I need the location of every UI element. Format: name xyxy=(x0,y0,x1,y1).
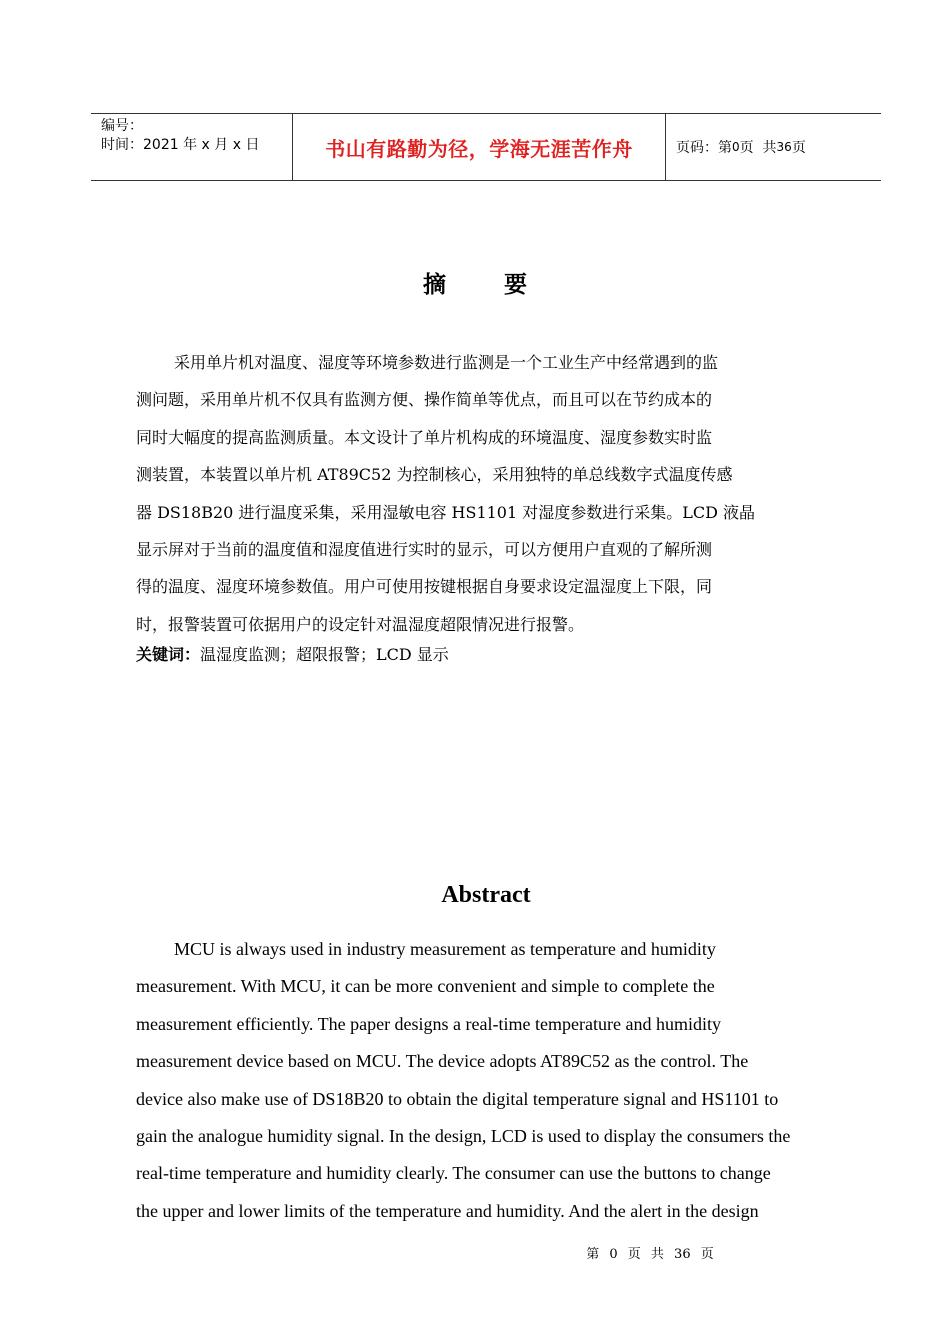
header-meta-cell xyxy=(91,114,293,180)
abstract-zh-line: 测问题，采用单片机不仅具有监测方便、操作简单等优点，而且可以在节约成本的 xyxy=(136,390,713,410)
abstract-en-line: MCU is always used in industry measurement as temperature and humidity xyxy=(174,939,716,959)
keywords-text: 温湿度监测；超限报警；LCD 显示 xyxy=(200,645,449,664)
abstract-zh-title-right: 要 xyxy=(504,272,527,298)
abstract-zh-body xyxy=(136,344,828,643)
abstract-en-line: measurement efficiently. The paper designs a real-time temperature and humidity xyxy=(136,1013,721,1034)
abstract-en-line: gain the analogue humidity signal. In the design, LCD is used to display the consumers the xyxy=(136,1125,791,1146)
page-mid: 页 共 xyxy=(739,140,777,156)
abstract-zh-line: 时，报警装置可依据用户的设定针对温湿度超限情况进行报警。 xyxy=(136,614,585,634)
abstract-zh-title-left: 摘 xyxy=(423,272,446,298)
header-motto-cell xyxy=(293,114,666,180)
keywords-row xyxy=(136,640,449,670)
keywords-label: 关键词： xyxy=(136,645,201,664)
abstract-zh-title xyxy=(0,266,950,299)
abstract-en-line: device also make use of DS18B20 to obtain the digital temperature signal and HS1101 to xyxy=(136,1088,779,1109)
page-total: 36 xyxy=(776,140,792,154)
page-prefix: 页码：第 xyxy=(676,140,732,156)
motto-text: 书山有路勤为径，学海无涯苦作舟 xyxy=(325,136,633,161)
abstract-en-line: the upper and lower limits of the temperature and humidity. And the alert in the design xyxy=(136,1200,759,1221)
document-time: 时间：2021 年 x 月 x 日 xyxy=(101,137,260,153)
header-table xyxy=(91,113,881,181)
abstract-en-title: Abstract xyxy=(441,882,531,908)
abstract-zh-line: 同时大幅度的提高监测质量。本文设计了单片机构成的环境温度、湿度参数实时监 xyxy=(136,427,713,447)
abstract-zh-line: 得的温度、湿度环境参数值。用户可使用按键根据自身要求设定温湿度上下限，同 xyxy=(136,577,713,597)
abstract-zh-line: 显示屏对于当前的温度值和湿度值进行实时的显示，可以方便用户直观的了解所测 xyxy=(136,539,713,559)
abstract-en-line: measurement device based on MCU. The device adopts AT89C52 as the control. The xyxy=(136,1051,749,1072)
abstract-zh-line: 采用单片机对温度、湿度等环境参数进行监测是一个工业生产中经常遇到的监 xyxy=(174,353,719,372)
abstract-en-line: real-time temperature and humidity clearly. The consumer can use the buttons to change xyxy=(136,1163,771,1184)
page-suffix: 页 xyxy=(791,140,806,156)
document-number-label: 编号： xyxy=(101,118,143,134)
abstract-en-line: measurement. With MCU, it can be more convenient and simple to complete the xyxy=(136,976,715,997)
header-page-cell xyxy=(666,114,881,180)
abstract-zh-line: 测装置，本装置以单片机 AT89C52 为控制核心，采用独特的单总线数字式温度传感 xyxy=(136,465,733,485)
page-current: 0 xyxy=(732,140,740,154)
page-footer: 第 0 页 共 36 页 xyxy=(586,1247,714,1262)
abstract-zh-line: 器 DS18B20 进行温度采集，采用湿敏电容 HS1101 对湿度参数进行采集。LCD 液晶 xyxy=(136,502,756,522)
abstract-en-body xyxy=(136,931,836,1230)
